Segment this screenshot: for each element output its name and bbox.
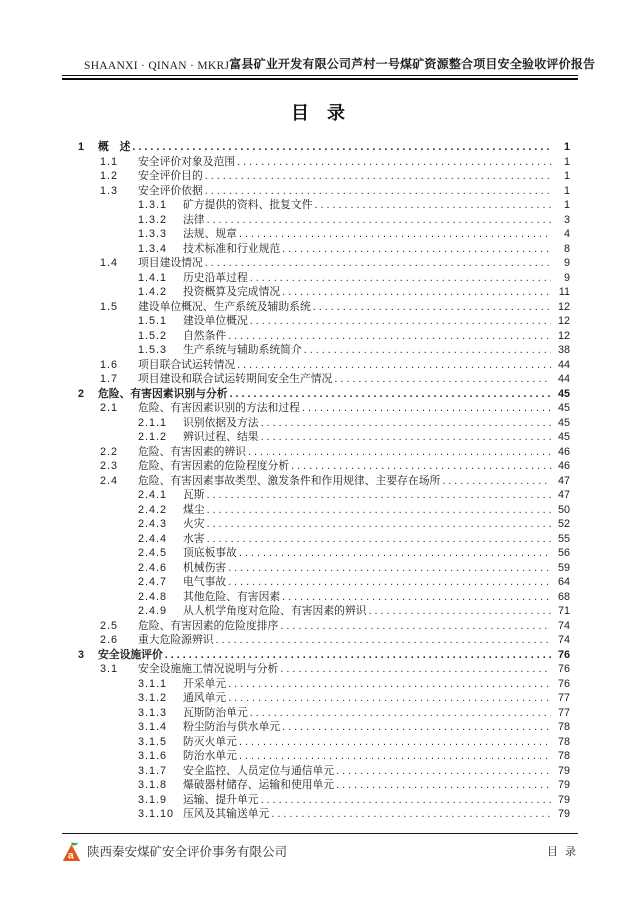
toc-entry-number: 2.2 — [100, 445, 119, 458]
toc-entry-number: 3.1.3 — [138, 706, 168, 719]
toc-entry — [62, 706, 578, 721]
toc-entry-title: 辨识过程、结果 — [183, 431, 259, 443]
toc-entry-title: 建设单位概况、生产系统及辅助系统 — [138, 300, 311, 313]
toc-entry-page: 79 — [557, 779, 570, 791]
toc-entry-title: 概 述 — [98, 141, 131, 153]
toc-entry — [62, 807, 578, 822]
toc-entry-page: 77 — [557, 692, 570, 704]
toc-leader-dots — [230, 387, 551, 402]
toc-entry-number: 3.1.10 — [138, 808, 175, 820]
toc-entry-title: 从人机学角度对危险、有害因素的辨识 — [183, 605, 367, 617]
toc-entry-number: 2.4.5 — [138, 547, 168, 559]
toc-entry-title: 粉尘防治与供水单元 — [183, 721, 281, 733]
toc-entry-number: 1.1 — [100, 155, 119, 168]
toc-leader-dots — [239, 735, 551, 750]
toc-entry — [62, 140, 578, 155]
toc-leader-dots — [282, 285, 551, 300]
toc-entry — [62, 575, 578, 590]
toc-entry-title: 投资概算及完成情况 — [183, 286, 281, 298]
toc-entry-page: 76 — [557, 648, 570, 661]
toc-entry-number: 2.6 — [100, 634, 119, 646]
toc-entry-title: 危险、有害因素事故类型、激发条件和作用规律、主要存在场所 — [138, 474, 441, 487]
toc-entry — [62, 242, 578, 257]
toc-leader-dots — [165, 648, 551, 663]
toc-entry-page: 52 — [557, 518, 570, 530]
toc-leader-dots — [237, 155, 551, 170]
toc-leader-dots — [315, 198, 551, 213]
toc-entry-number: 1.3.3 — [138, 228, 168, 240]
toc-entry-number: 1.3.4 — [138, 242, 168, 255]
toc-leader-dots — [250, 271, 551, 286]
toc-leader-dots — [228, 691, 551, 706]
toc-entry-title: 压风及其输送单元 — [183, 808, 270, 820]
toc-entry-number: 2.4.6 — [138, 561, 168, 574]
toc-entry-title: 生产系统与辅助系统简介 — [183, 344, 302, 356]
toc-entry-number: 2.5 — [100, 619, 119, 632]
toc-entry-title: 危险、有害因素的危险度排序 — [138, 619, 279, 632]
toc-entry-title: 煤尘 — [183, 503, 205, 516]
toc-entry — [62, 633, 578, 648]
toc-entry — [62, 546, 578, 561]
toc-entry-number: 2.4 — [100, 474, 119, 487]
toc-leader-dots — [369, 604, 551, 619]
toc-leader-dots — [280, 662, 551, 677]
toc-entry-page: 3 — [563, 213, 570, 226]
toc-entry-page: 78 — [557, 750, 570, 762]
toc-entry — [62, 691, 578, 706]
toc-entry — [62, 329, 578, 344]
toc-entry-page: 12 — [557, 300, 570, 313]
toc-entry — [62, 778, 578, 793]
toc-entry-page: 38 — [557, 344, 570, 356]
toc-entry-number: 2.4.3 — [138, 518, 168, 530]
toc-entry — [62, 662, 578, 677]
toc-entry-page: 59 — [557, 561, 570, 574]
toc-entry-page: 45 — [557, 416, 570, 429]
toc-entry-number: 1 — [78, 141, 86, 153]
toc-leader-dots — [248, 445, 551, 460]
toc-entry — [62, 474, 578, 489]
toc-entry-number: 1.4.2 — [138, 286, 168, 298]
toc-entry — [62, 256, 578, 271]
toc-entry-title: 安全监控、人员定位与通信单元 — [183, 764, 335, 777]
toc-entry-title: 危险、有害因素识别与分析 — [98, 387, 228, 400]
toc-entry-number: 2.4.4 — [138, 532, 168, 545]
footer-page-label: 目 录 — [546, 846, 578, 858]
toc-entry — [62, 372, 578, 387]
toc-entry-page: 79 — [557, 764, 570, 777]
toc-entry-number: 3 — [78, 648, 86, 661]
toc-entry — [62, 604, 578, 619]
toc-entry — [62, 561, 578, 576]
toc-entry — [62, 459, 578, 474]
toc-entry-page: 47 — [557, 489, 570, 501]
toc-entry-title: 水害 — [183, 532, 205, 545]
toc-entry-number: 2.4.2 — [138, 503, 168, 516]
toc-entry-title: 法律 — [183, 213, 205, 226]
toc-entry — [62, 648, 578, 663]
toc-entry-title: 通风单元 — [183, 692, 227, 704]
toc-entry-page: 8 — [563, 242, 570, 255]
toc-entry-number: 2 — [78, 387, 86, 400]
footer-company — [62, 841, 287, 862]
toc-entry-number: 3.1.4 — [138, 721, 168, 733]
toc-entry-page: 44 — [557, 358, 570, 371]
toc-entry — [62, 532, 578, 547]
company-logo-icon — [62, 841, 81, 862]
toc-leader-dots — [205, 169, 551, 184]
toc-entry — [62, 445, 578, 460]
page-header — [62, 54, 596, 72]
toc-entry-number: 1.5 — [100, 300, 119, 313]
toc-entry — [62, 749, 578, 764]
toc-leader-dots — [304, 343, 551, 358]
toc-entry-page: 50 — [557, 503, 570, 516]
header-report-title: 富县矿业开发有限公司芦村一号煤矿资源整合项目安全验收评价报告 — [229, 57, 596, 71]
toc-entry-page: 1 — [563, 184, 570, 197]
toc-leader-dots — [302, 401, 551, 416]
toc-entry — [62, 517, 578, 532]
toc-entry — [62, 271, 578, 286]
toc-entry-number: 3.1 — [100, 663, 119, 675]
toc-entry-title: 机械伤害 — [183, 561, 227, 574]
toc-entry-number: 3.1.7 — [138, 764, 168, 777]
toc-entry-page: 45 — [557, 431, 570, 443]
toc-entry-page: 9 — [563, 271, 570, 284]
toc-entry-number: 1.2 — [100, 170, 119, 182]
toc-entry — [62, 430, 578, 445]
toc-entry-page: 12 — [557, 329, 570, 342]
toc-entry-title: 危险、有害因素识别的方法和过程 — [138, 402, 300, 414]
toc-entry-title: 运输、提升单元 — [183, 793, 259, 806]
toc-entry-page: 74 — [557, 634, 570, 646]
toc-entry — [62, 184, 578, 199]
header-rule — [62, 75, 578, 80]
toc-leader-dots — [280, 619, 551, 634]
toc-entry-title: 瓦斯 — [183, 489, 205, 501]
toc-entry-number: 3.1.9 — [138, 793, 168, 806]
toc-entry — [62, 677, 578, 692]
toc-entry-title: 防治水单元 — [183, 750, 237, 762]
toc-entry — [62, 300, 578, 315]
toc-entry — [62, 590, 578, 605]
toc-entry — [62, 343, 578, 358]
toc-entry-number: 3.1.1 — [138, 677, 168, 690]
toc-entry-page: 78 — [557, 735, 570, 748]
toc-entry-page: 9 — [563, 257, 570, 269]
toc-entry-page: 45 — [557, 387, 570, 400]
toc-entry-number: 2.3 — [100, 460, 119, 472]
toc-leader-dots — [282, 242, 551, 257]
toc-leader-dots — [205, 184, 551, 199]
toc-leader-dots — [207, 213, 551, 228]
page-footer — [62, 839, 578, 863]
toc-entry-page: 45 — [557, 402, 570, 414]
toc-entry-page: 56 — [557, 547, 570, 559]
toc-entry — [62, 416, 578, 431]
toc-entry — [62, 793, 578, 808]
toc-entry-number: 1.3.2 — [138, 213, 168, 226]
toc-entry-number: 2.1.1 — [138, 416, 168, 429]
toc-leader-dots — [237, 358, 551, 373]
toc-entry-title: 其他危险、有害因素 — [183, 590, 281, 603]
toc-entry-number: 1.6 — [100, 358, 119, 371]
toc-leader-dots — [442, 474, 551, 489]
toc-entry-page: 1 — [563, 155, 570, 168]
toc-leader-dots — [271, 807, 551, 822]
toc-entry-title: 建设单位概况 — [183, 315, 248, 327]
toc-leader-dots — [207, 517, 551, 532]
toc-leader-dots — [250, 706, 551, 721]
toc-leader-dots — [205, 256, 551, 271]
toc-entry-title: 安全评价目的 — [138, 170, 203, 182]
toc-entry-page: 79 — [557, 808, 570, 820]
toc-leader-dots — [291, 459, 551, 474]
toc-entry-page: 4 — [563, 228, 570, 240]
toc-leader-dots — [207, 532, 551, 547]
toc-entry — [62, 198, 578, 213]
toc-entry-title: 法规、规章 — [183, 228, 237, 240]
toc-entry — [62, 503, 578, 518]
toc-entry-number: 2.4.1 — [138, 489, 168, 501]
toc-entry — [62, 227, 578, 242]
toc-entry-number: 3.1.2 — [138, 692, 168, 704]
toc-entry-number: 3.1.6 — [138, 750, 168, 762]
toc-entry — [62, 488, 578, 503]
toc-leader-dots — [228, 575, 551, 590]
toc-entry — [62, 720, 578, 735]
toc-entry-title: 项目建设和联合试运转期间安全生产情况 — [138, 373, 333, 385]
toc-leader-dots — [282, 720, 551, 735]
toc-entry-page: 79 — [557, 793, 570, 806]
toc-entry-page: 76 — [557, 677, 570, 690]
toc-leader-dots — [207, 503, 551, 518]
toc-entry-number: 1.5.2 — [138, 329, 168, 342]
toc-entry-title: 危险、有害因素的危险程度分析 — [138, 460, 290, 472]
toc-entry-number: 1.4.1 — [138, 271, 168, 284]
toc-entry-title: 矿方提供的资料、批复文件 — [183, 199, 313, 211]
toc-entry — [62, 764, 578, 779]
toc-leader-dots — [261, 416, 551, 431]
toc-entry-number: 3.1.8 — [138, 779, 168, 791]
toc-entry-page: 1 — [563, 170, 570, 182]
toc-entry-number: 2.1 — [100, 402, 119, 414]
toc-entry-number: 1.5.3 — [138, 344, 168, 356]
toc-entry-page: 46 — [557, 460, 570, 472]
toc-entry-number: 1.4 — [100, 257, 119, 269]
toc-leader-dots — [250, 314, 551, 329]
toc-leader-dots — [132, 140, 551, 155]
toc-leader-dots — [228, 329, 551, 344]
toc-entry — [62, 358, 578, 373]
toc-entry-page: 47 — [557, 474, 570, 487]
toc-entry — [62, 619, 578, 634]
toc-leader-dots — [239, 749, 551, 764]
toc-entry-number: 1.3 — [100, 184, 119, 197]
toc-entry-title: 识别依据及方法 — [183, 416, 259, 429]
toc-entry-title: 火灾 — [183, 518, 205, 530]
toc-leader-dots — [336, 778, 551, 793]
toc-leader-dots — [216, 633, 551, 648]
toc-entry-page: 11 — [558, 286, 570, 298]
toc-entry-page: 12 — [557, 315, 570, 327]
toc-entry-page: 68 — [557, 590, 570, 603]
toc-entry-title: 重大危险源辨识 — [138, 634, 214, 646]
toc-entry-page: 76 — [557, 663, 570, 675]
toc-entry — [62, 387, 578, 402]
toc-entry-title: 历史沿革过程 — [183, 271, 248, 284]
toc-entry-page: 1 — [563, 199, 570, 211]
toc-entry-title: 防灭火单元 — [183, 735, 237, 748]
toc-entry-title: 危险、有害因素的辨识 — [138, 445, 246, 458]
toc-entry-title: 项目建设情况 — [138, 257, 203, 269]
toc-entry-title: 项目联合试运转情况 — [138, 358, 236, 371]
toc-entry-page: 44 — [557, 373, 570, 385]
toc-entry-number: 2.4.7 — [138, 576, 168, 588]
toc-leader-dots — [261, 430, 551, 445]
toc-leader-dots — [334, 372, 551, 387]
toc-entry-title: 爆破器材储存、运输和使用单元 — [183, 779, 335, 791]
toc-entry-number: 1.3.1 — [138, 199, 168, 211]
toc-entry-number: 1.7 — [100, 373, 119, 385]
toc-entry — [62, 169, 578, 184]
toc-entry-page: 1 — [563, 141, 570, 153]
toc-leader-dots — [239, 227, 551, 242]
toc-entry-page: 64 — [557, 576, 570, 588]
toc-entry-page: 71 — [557, 605, 570, 617]
toc-entry-title: 安全评价对象及范围 — [138, 155, 236, 168]
logo-letter: a — [67, 850, 74, 862]
toc-entry-title: 开采单元 — [183, 677, 227, 690]
toc-entry — [62, 314, 578, 329]
toc-entry-title: 电气事故 — [183, 576, 227, 588]
toc-entry-title: 瓦斯防治单元 — [183, 706, 248, 719]
toc-entry-page: 74 — [557, 619, 570, 632]
toc-entry-number: 1.5.1 — [138, 315, 168, 327]
toc-entry-page: 77 — [557, 706, 570, 719]
toc-entry-number: 2.4.8 — [138, 590, 168, 603]
header-org-code: SHAANXI · QINAN · MKRJ — [84, 60, 230, 72]
toc-leader-dots — [336, 764, 551, 779]
toc-entry — [62, 155, 578, 170]
toc-leader-dots — [228, 561, 551, 576]
toc-leader-dots — [261, 793, 551, 808]
toc-entry-title: 安全设施评价 — [98, 648, 163, 661]
toc-leader-dots — [282, 590, 551, 605]
toc-entry — [62, 401, 578, 416]
toc-entry-title: 安全设施施工情况说明与分析 — [138, 663, 279, 675]
toc-leader-dots — [228, 677, 551, 692]
toc-entry-title: 顶底板事故 — [183, 547, 237, 559]
toc-entry — [62, 735, 578, 750]
toc-entry-page: 46 — [557, 445, 570, 458]
footer-rule — [62, 833, 578, 834]
toc-leader-dots — [313, 300, 551, 315]
toc-entry-title: 技术标准和行业规范 — [183, 242, 281, 255]
toc-entry — [62, 213, 578, 228]
toc-entry-title: 自然条件 — [183, 329, 227, 342]
toc-leader-dots — [239, 546, 551, 561]
toc-entry-page: 55 — [557, 532, 570, 545]
toc-entry — [62, 285, 578, 300]
toc-leader-dots — [207, 488, 551, 503]
page-title: 目 录 — [291, 103, 345, 123]
toc-entry-title: 安全评价依据 — [138, 184, 203, 197]
toc-entry-page: 78 — [557, 721, 570, 733]
toc-entry-number: 2.1.2 — [138, 431, 168, 443]
footer-company-name: 陕西秦安煤矿安全评价事务有限公司 — [87, 845, 288, 859]
toc-list — [62, 140, 578, 822]
toc-entry-number: 3.1.5 — [138, 735, 168, 748]
toc-entry-number: 2.4.9 — [138, 605, 168, 617]
